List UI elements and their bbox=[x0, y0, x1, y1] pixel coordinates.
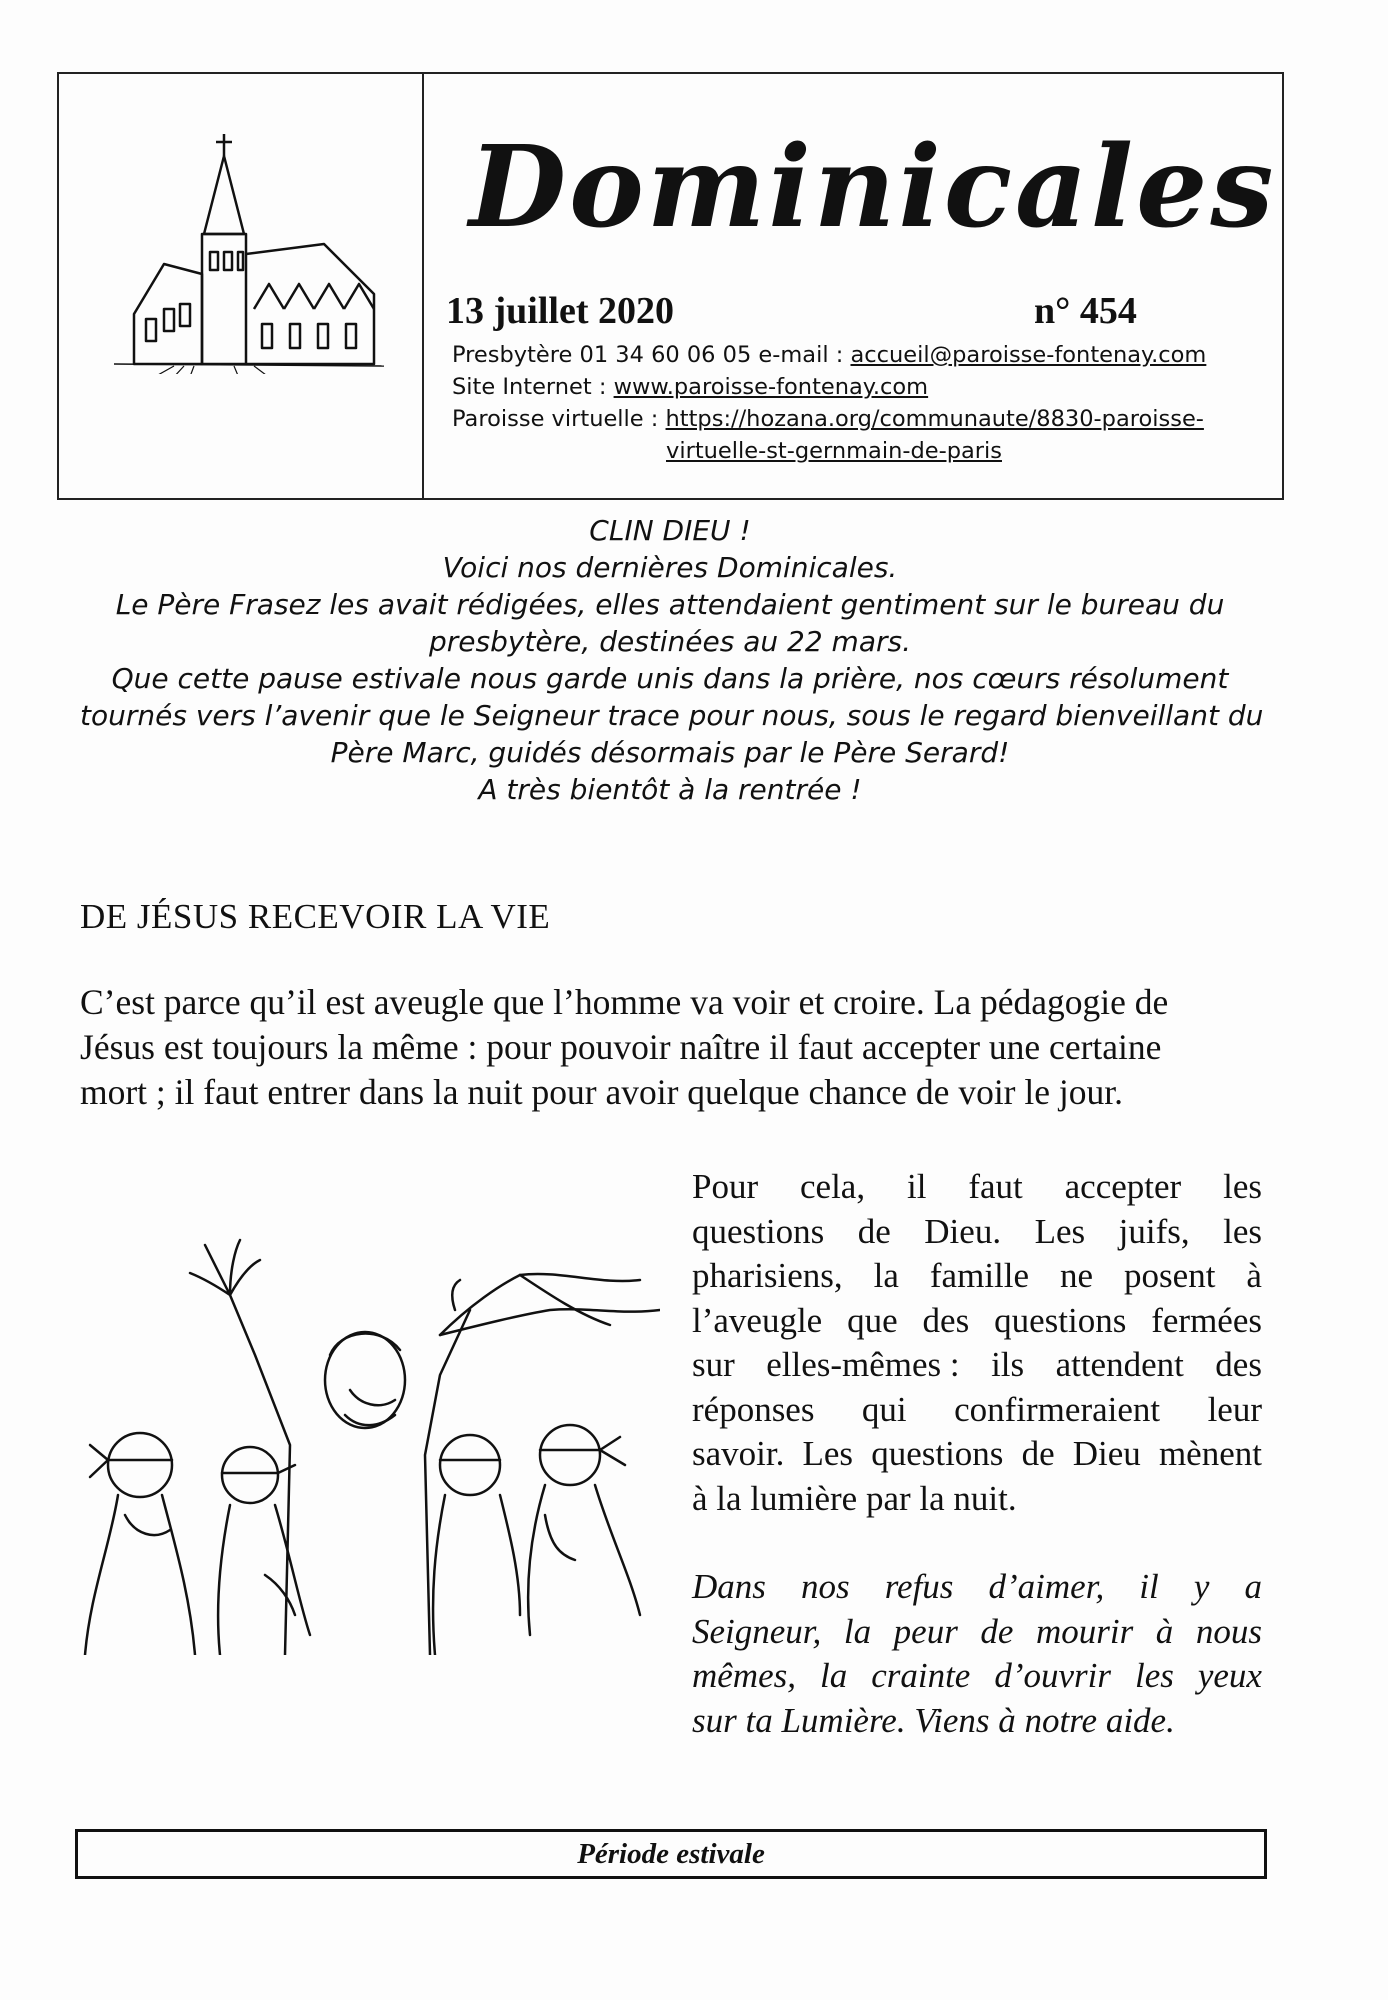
word: de bbox=[857, 1211, 891, 1251]
intro-line: presbytère, destinées au 22 mars. bbox=[429, 625, 911, 658]
word: savoir. bbox=[692, 1434, 785, 1473]
lead-line: mort ; il faut entrer dans la nuit pour avoir quelque chance de voir le jour. bbox=[80, 1072, 1123, 1112]
word: leur bbox=[1207, 1389, 1262, 1429]
word: ne bbox=[1060, 1256, 1094, 1295]
intro-line: CLIN DIEU ! bbox=[589, 514, 751, 547]
intro-line: Voici nos dernières Dominicales. bbox=[442, 551, 898, 584]
site-label: Site Internet : bbox=[452, 374, 614, 400]
masthead-title: Dominicales bbox=[469, 122, 1277, 253]
word: la bbox=[843, 1611, 872, 1651]
word: qui bbox=[861, 1389, 907, 1429]
word: fermées bbox=[1151, 1300, 1262, 1340]
side-line bbox=[692, 1343, 1262, 1388]
intro-line: Que cette pause estivale nous garde unis dans la prière, nos cœurs résolument bbox=[111, 662, 1229, 695]
word: que bbox=[847, 1300, 898, 1340]
contact-site bbox=[452, 374, 928, 401]
word: posent bbox=[1124, 1256, 1216, 1295]
word: réponses bbox=[692, 1389, 815, 1429]
word: accepter bbox=[1064, 1167, 1182, 1206]
lead-line: C’est parce qu’il est aveugle que l’homme va voir et croire. La pédagogie de bbox=[80, 982, 1169, 1022]
word: mêmes, bbox=[692, 1656, 796, 1695]
article-lead-paragraph bbox=[80, 980, 1260, 1115]
word: les bbox=[1223, 1167, 1262, 1206]
intro-line: tournés vers l’avenir que le Seigneur trace pour nous, sous le regard bienveillant du bbox=[80, 699, 1264, 732]
word: des bbox=[1215, 1345, 1262, 1384]
word: ils bbox=[991, 1345, 1025, 1384]
word: a bbox=[1244, 1567, 1262, 1606]
word: cela, bbox=[800, 1167, 866, 1206]
lead-line: Jésus est toujours la même : pour pouvoir naître il faut accepter une certaine bbox=[80, 1027, 1162, 1067]
virtual-label: Paroisse virtuelle : bbox=[452, 406, 666, 432]
article-title: DE JÉSUS RECEVOIR LA VIE bbox=[80, 897, 551, 936]
side-line bbox=[692, 1210, 1262, 1255]
word: Seigneur, bbox=[692, 1611, 822, 1651]
side-line bbox=[692, 1477, 1262, 1522]
article-side-paragraph bbox=[692, 1165, 1262, 1521]
side-line bbox=[692, 1432, 1262, 1477]
word: confirmeraient bbox=[954, 1389, 1161, 1429]
word: questions bbox=[994, 1300, 1127, 1340]
word: famille bbox=[929, 1256, 1030, 1295]
intro-message bbox=[80, 512, 1264, 808]
prayer-line bbox=[692, 1565, 1262, 1610]
issue-date: 13 juillet 2020 bbox=[446, 290, 674, 332]
word: des bbox=[922, 1300, 970, 1340]
word: Pour bbox=[692, 1167, 759, 1206]
word: questions bbox=[692, 1211, 825, 1251]
word: d’ouvrir bbox=[994, 1656, 1111, 1695]
prayer-line bbox=[692, 1654, 1262, 1699]
word: la bbox=[819, 1656, 848, 1695]
word: nos bbox=[801, 1567, 850, 1606]
word: Dans bbox=[692, 1567, 766, 1606]
word: l’aveugle bbox=[692, 1300, 823, 1340]
word: à bbox=[1155, 1611, 1174, 1651]
word: de bbox=[980, 1611, 1014, 1651]
word: il bbox=[906, 1167, 927, 1206]
word: sur ta Lumière. Viens à notre aide. bbox=[692, 1700, 1175, 1740]
footer-banner bbox=[75, 1829, 1267, 1879]
word: Les bbox=[802, 1434, 854, 1473]
intro-line: A très bientôt à la rentrée ! bbox=[478, 773, 862, 806]
word: il bbox=[1139, 1567, 1159, 1606]
word: juifs, bbox=[1118, 1211, 1190, 1251]
side-line bbox=[692, 1388, 1262, 1433]
word: elles-mêmes : bbox=[766, 1345, 960, 1384]
word: mènent bbox=[1158, 1434, 1262, 1473]
word: la bbox=[873, 1256, 899, 1295]
word: y bbox=[1193, 1567, 1210, 1606]
intro-line: Le Père Frasez les avait rédigées, elles attendaient gentiment sur le bureau du bbox=[115, 588, 1225, 621]
article-prayer bbox=[692, 1565, 1262, 1743]
virtual-link-continued[interactable]: virtuelle-st-gernmain-de-paris bbox=[666, 438, 1002, 464]
word: questions bbox=[871, 1434, 1004, 1473]
word: mourir bbox=[1035, 1611, 1134, 1651]
word: Les bbox=[1034, 1211, 1086, 1251]
word: refus bbox=[884, 1567, 954, 1606]
word: peur bbox=[893, 1611, 958, 1651]
email-link[interactable]: accueil@paroisse-fontenay.com bbox=[850, 342, 1207, 368]
word: les bbox=[1223, 1211, 1262, 1251]
word: Dieu bbox=[1072, 1434, 1141, 1473]
contact-virtual bbox=[452, 406, 1204, 433]
word: Dieu. bbox=[924, 1211, 1002, 1251]
contact-phone-email bbox=[452, 342, 1206, 369]
word: yeux bbox=[1197, 1656, 1262, 1695]
virtual-link[interactable]: https://hozana.org/communaute/8830-paroisse- bbox=[665, 406, 1204, 432]
word: de bbox=[1021, 1434, 1055, 1473]
side-line bbox=[692, 1254, 1262, 1299]
word: nous bbox=[1195, 1611, 1262, 1651]
word: faut bbox=[968, 1167, 1023, 1206]
word: attendent bbox=[1055, 1345, 1184, 1384]
site-link[interactable]: www.paroisse-fontenay.com bbox=[613, 374, 929, 400]
masthead-box bbox=[57, 72, 1284, 500]
intro-line: Père Marc, guidés désormais par le Père Serard! bbox=[330, 736, 1010, 769]
phone-label: Presbytère 01 34 60 06 05 e-mail : bbox=[452, 342, 851, 368]
word: les bbox=[1134, 1656, 1174, 1695]
masthead-divider bbox=[422, 74, 424, 498]
word: à la lumière par la nuit. bbox=[692, 1478, 1017, 1518]
footer-banner-label: Période estivale bbox=[577, 1838, 765, 1870]
word: à bbox=[1246, 1256, 1262, 1295]
prayer-line bbox=[692, 1610, 1262, 1655]
blind-man-healed-illustration bbox=[80, 1215, 660, 1655]
side-line bbox=[692, 1165, 1262, 1210]
prayer-line bbox=[692, 1699, 1262, 1744]
word: d’aimer, bbox=[988, 1567, 1105, 1606]
word: pharisiens, bbox=[692, 1256, 843, 1295]
side-line bbox=[692, 1299, 1262, 1344]
word: crainte bbox=[871, 1656, 971, 1695]
church-logo bbox=[94, 134, 394, 374]
word: sur bbox=[692, 1345, 735, 1384]
issue-number: n° 454 bbox=[1034, 290, 1137, 332]
